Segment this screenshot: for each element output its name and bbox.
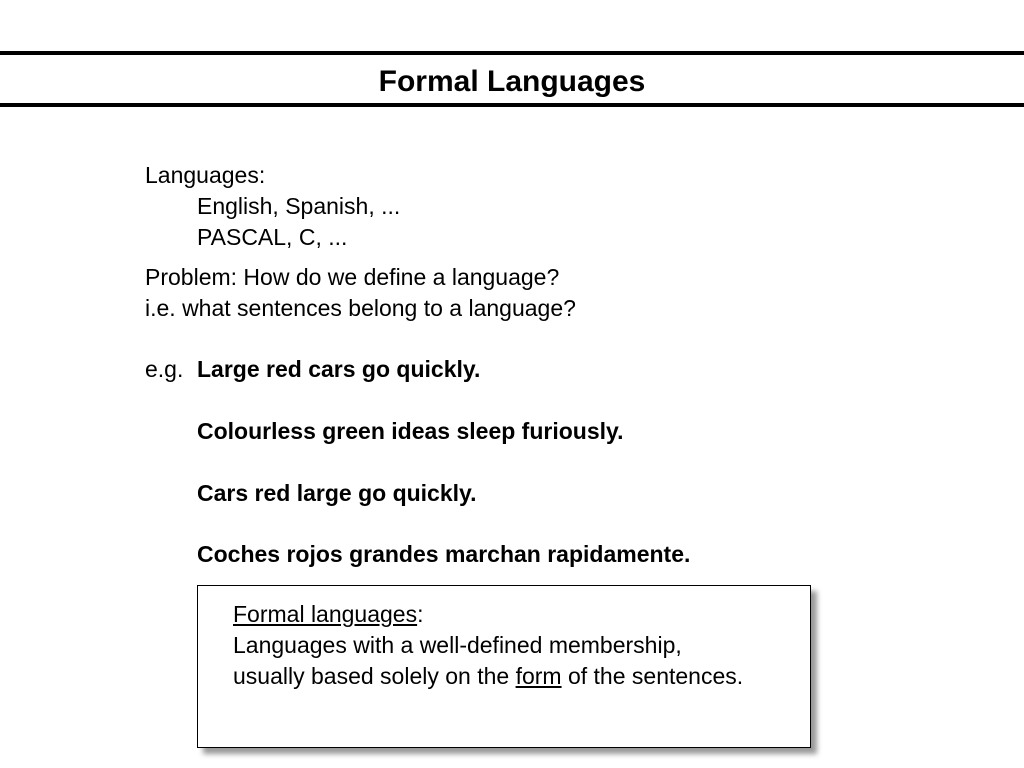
slide-title: Formal Languages [378,65,646,98]
definition-term: Formal languages [233,601,418,627]
languages-example-natural: English, Spanish, ... [197,193,401,219]
definition-box [197,585,811,748]
languages-example-programming: PASCAL, C, ... [197,224,348,250]
example-sentence: Colourless green ideas sleep furiously. [197,418,624,444]
definition-line-1: Languages with a well-defined membership, [233,632,682,658]
problem-line: Problem: How do we define a language? [145,264,560,290]
definition-form-word: form [515,663,562,689]
definition-line-2 [233,661,743,691]
ie-line: i.e. what sentences belong to a language? [145,295,576,321]
definition-term-colon: : [417,601,424,627]
example-sentence: Large red cars go quickly. [197,356,481,382]
languages-heading: Languages: [145,162,266,188]
example-sentence: Coches rojos grandes marchan rapidamente. [197,541,691,567]
title-rule-top [0,51,1024,55]
eg-label: e.g. [145,356,184,382]
title-rule-bottom [0,103,1024,107]
example-sentence: Cars red large go quickly. [197,480,477,506]
definition-line-2-suffix: of the sentences. [561,663,744,689]
definition-line-2-prefix: usually based solely on the [233,663,516,689]
definition-term-line [233,599,424,629]
